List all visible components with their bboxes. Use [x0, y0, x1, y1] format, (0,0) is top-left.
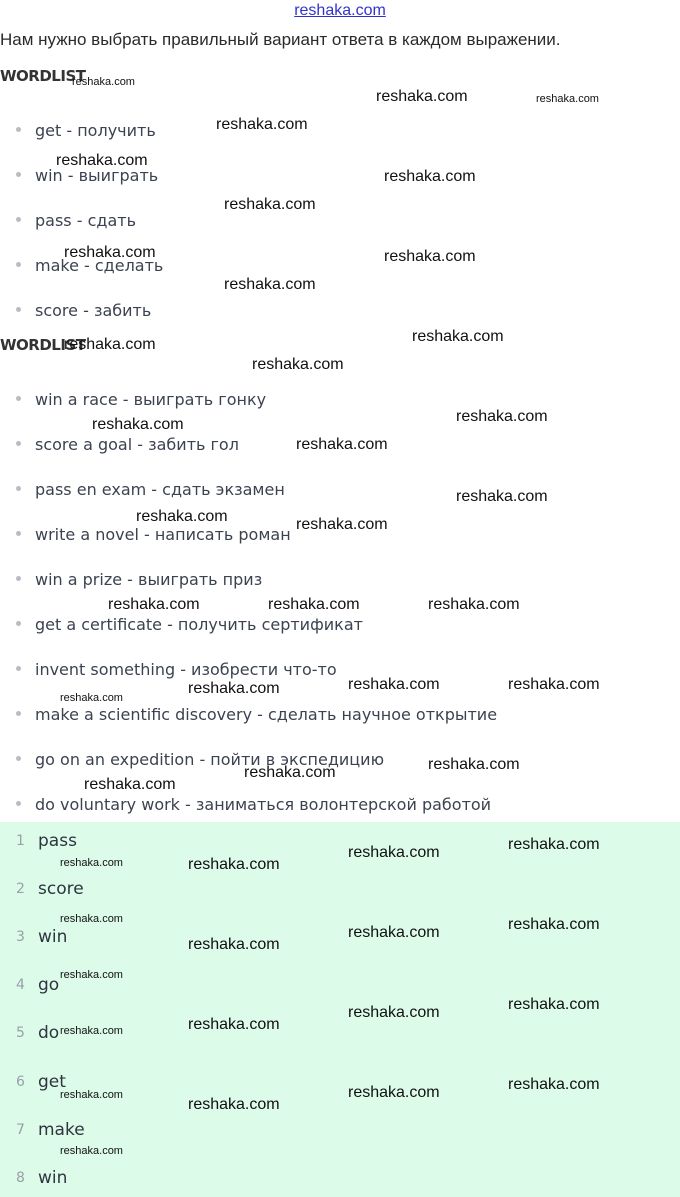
watermark: reshaka.com: [64, 336, 156, 353]
bullet-icon: [16, 801, 21, 806]
bullet-icon: [16, 531, 21, 536]
watermark: reshaka.com: [224, 196, 316, 213]
watermark: reshaka.com: [216, 116, 308, 133]
watermark: reshaka.com: [64, 244, 156, 261]
list-item: score - забить: [16, 301, 151, 320]
watermark: reshaka.com: [412, 328, 504, 345]
list-item: score a goal - забить гол: [16, 435, 239, 454]
list-item: win a race - выиграть гонку: [16, 390, 266, 409]
watermark: reshaka.com: [60, 1089, 123, 1101]
watermark: reshaka.com: [348, 924, 440, 941]
answer-number: 4: [16, 977, 25, 993]
watermark: reshaka.com: [508, 916, 600, 933]
answer-number: 8: [16, 1170, 25, 1186]
watermark: reshaka.com: [456, 408, 548, 425]
answer-word: win: [38, 1168, 68, 1188]
bullet-icon: [16, 441, 21, 446]
watermark: reshaka.com: [188, 856, 280, 873]
answer-word: make: [38, 1120, 85, 1140]
watermark: reshaka.com: [84, 776, 176, 793]
answer-word: win: [38, 927, 68, 947]
watermark: reshaka.com: [60, 1025, 123, 1037]
answer-number: 1: [16, 833, 25, 849]
list-item: win a prize - выиграть приз: [16, 570, 262, 589]
bullet-icon: [16, 262, 21, 267]
list-item: invent something - изобрести что-то: [16, 660, 337, 679]
list-item: do voluntary work - заниматься волонтерской работой: [16, 795, 491, 814]
watermark: reshaka.com: [384, 248, 476, 265]
bullet-icon: [16, 307, 21, 312]
watermark: reshaka.com: [92, 416, 184, 433]
answer-number: 6: [16, 1074, 25, 1090]
watermark: reshaka.com: [536, 93, 599, 105]
wordlist-title-2: WORDLIST: [0, 336, 86, 354]
watermark: reshaka.com: [108, 596, 200, 613]
wordlist-title-1: WORDLIST: [0, 67, 86, 85]
watermark: reshaka.com: [188, 936, 280, 953]
watermark: reshaka.com: [348, 844, 440, 861]
watermark: reshaka.com: [56, 152, 148, 169]
watermark: reshaka.com: [60, 857, 123, 869]
answer-word: do: [38, 1023, 60, 1043]
bullet-icon: [16, 396, 21, 401]
answer-word: get: [38, 1072, 66, 1092]
list-item: get a certificate - получить сертификат: [16, 615, 363, 634]
answer-number: 7: [16, 1122, 25, 1138]
watermark: reshaka.com: [188, 1016, 280, 1033]
watermark: reshaka.com: [268, 596, 360, 613]
watermark: reshaka.com: [348, 676, 440, 693]
bullet-icon: [16, 217, 21, 222]
list-item: pass - сдать: [16, 211, 136, 230]
list-item: make - сделать: [16, 256, 163, 275]
watermark: reshaka.com: [60, 692, 123, 704]
list-item: pass en exam - сдать экзамен: [16, 480, 285, 499]
watermark: reshaka.com: [188, 1096, 280, 1113]
watermark: reshaka.com: [252, 356, 344, 373]
list-item: write a novel - написать роман: [16, 525, 291, 544]
watermark: reshaka.com: [508, 996, 600, 1013]
intro-text: Нам нужно выбрать правильный вариант ответа в каждом выражении.: [0, 30, 561, 49]
watermark: reshaka.com: [428, 756, 520, 773]
answer-number: 5: [16, 1025, 25, 1041]
list-item: win - выиграть: [16, 166, 158, 185]
bullet-icon: [16, 576, 21, 581]
answer-word: go: [38, 975, 60, 995]
watermark: reshaka.com: [428, 596, 520, 613]
bullet-icon: [16, 666, 21, 671]
bullet-icon: [16, 127, 21, 132]
watermark: reshaka.com: [384, 168, 476, 185]
list-item: go on an expedition - пойти в экспедицию: [16, 750, 384, 769]
list-item: get - получить: [16, 121, 156, 140]
watermark: reshaka.com: [348, 1084, 440, 1101]
watermark: reshaka.com: [376, 88, 468, 105]
bullet-icon: [16, 172, 21, 177]
watermark: reshaka.com: [224, 276, 316, 293]
watermark: reshaka.com: [244, 764, 336, 781]
watermark: reshaka.com: [60, 969, 123, 981]
watermark: reshaka.com: [508, 676, 600, 693]
bullet-icon: [16, 621, 21, 626]
answer-word: pass: [38, 831, 77, 851]
answer-number: 3: [16, 929, 25, 945]
watermark: reshaka.com: [508, 836, 600, 853]
answer-word: score: [38, 879, 84, 899]
bullet-icon: [16, 756, 21, 761]
bullet-icon: [16, 711, 21, 716]
bullet-icon: [16, 486, 21, 491]
watermark: reshaka.com: [508, 1076, 600, 1093]
answer-number: 2: [16, 881, 25, 897]
watermark: reshaka.com: [348, 1004, 440, 1021]
site-header-link[interactable]: reshaka.com: [294, 2, 386, 19]
watermark: reshaka.com: [60, 1145, 123, 1157]
watermark: reshaka.com: [296, 516, 388, 533]
watermark: reshaka.com: [456, 488, 548, 505]
watermark: reshaka.com: [60, 913, 123, 925]
list-item: make a scientific discovery - сделать научное открытие: [16, 705, 497, 724]
watermark: reshaka.com: [188, 680, 280, 697]
watermark: reshaka.com: [296, 436, 388, 453]
watermark: reshaka.com: [72, 76, 135, 88]
watermark: reshaka.com: [136, 508, 228, 525]
